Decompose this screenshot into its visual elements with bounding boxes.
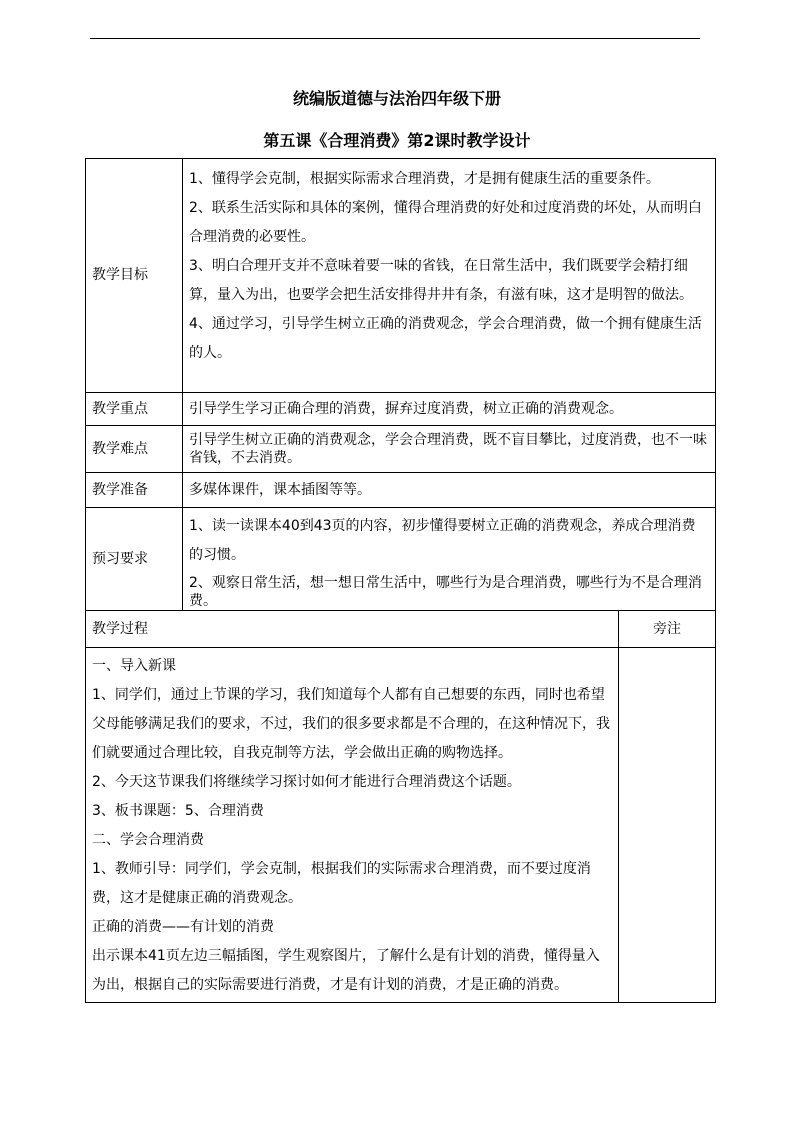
process-line: 3、板书课题：5、合理消费 [92, 803, 264, 819]
row-difficulties [86, 426, 716, 473]
objective-item: 3、明白合理开支并不意味着要一味的省钱，在日常生活中，我们既要学会精打细算，量入为出，也要学会把生活安排得井井有条，有滋有味，这才是明智的做法。 [189, 258, 693, 303]
objectives-content [183, 159, 716, 393]
process-line: 二、学会合理消费 [92, 832, 204, 848]
process-line: 1、教师引导：同学们，学会克制，根据我们的实际需求合理消费，而不要过度消费，这才是健康正确的消费观念。 [92, 861, 591, 906]
process-line: 一、导入新课 [92, 658, 176, 674]
process-content [86, 648, 619, 1003]
row-preparation [86, 473, 716, 508]
process-line: 2、今天这节课我们将继续学习探讨如何才能进行合理消费这个话题。 [92, 774, 521, 790]
row-process-header [86, 611, 716, 648]
preparation-text: 多媒体课件，课本插图等等。 [183, 473, 716, 508]
objective-item: 1、懂得学会克制，根据实际需求合理消费，才是拥有健康生活的重要条件。 [189, 171, 660, 187]
label-preparation: 教学准备 [86, 473, 183, 508]
label-preview: 预习要求 [86, 508, 183, 611]
label-objectives: 教学目标 [86, 159, 183, 393]
preview-item: 2、观察日常生活，想一想日常生活中，哪些行为是合理消费，哪些行为不是合理消费。 [189, 575, 702, 609]
header-rule [90, 38, 700, 39]
document-title: 统编版道德与法治四年级下册 [292, 89, 501, 108]
notes-cell [619, 648, 716, 1003]
row-objectives [86, 159, 716, 393]
row-key-points [86, 393, 716, 426]
lesson-title: 第五课《合理消费》第2课时教学设计 [263, 131, 531, 150]
process-line: 出示课本41页左边三幅插图，学生观察图片，了解什么是有计划的消费，懂得量入为出，根据自己的实际需要进行消费，才是有计划的消费，才是正确的消费。 [92, 948, 600, 993]
lesson-plan-table [85, 158, 716, 1003]
label-process: 教学过程 [86, 611, 619, 648]
process-line: 1、同学们，通过上节课的学习，我们知道每个人都有自己想要的东西，同时也希望父母能够满足我们的要求，不过，我们的很多要求都是不合理的，在这种情况下，我们就要通过合理比较，自我克制等方法，学会做出正确的购物选择。 [92, 687, 610, 761]
row-preview [86, 508, 716, 611]
objective-item: 4、通过学习，引导学生树立正确的消费观念，学会合理消费，做一个拥有健康生活的人。 [189, 316, 702, 361]
objective-item: 2、联系生活实际和具体的案例，懂得合理消费的好处和过度消费的坏处，从而明白合理消费的必要性。 [189, 200, 702, 245]
preview-item: 1、读一读课本40到43页的内容，初步懂得要树立正确的消费观念，养成合理消费的习惯。 [189, 518, 696, 563]
label-key-points: 教学重点 [86, 393, 183, 426]
difficulties-text: 引导学生树立正确的消费观念，学会合理消费，既不盲目攀比，过度消费，也不一味省钱，不去消费。 [183, 426, 716, 473]
label-notes: 旁注 [619, 611, 716, 648]
label-difficulties: 教学难点 [86, 426, 183, 473]
row-process-body [86, 648, 716, 1003]
key-points-text: 引导学生学习正确合理的消费，摒弃过度消费，树立正确的消费观念。 [183, 393, 716, 426]
process-line: 正确的消费——有计划的消费 [92, 919, 274, 935]
preview-content [183, 508, 716, 611]
